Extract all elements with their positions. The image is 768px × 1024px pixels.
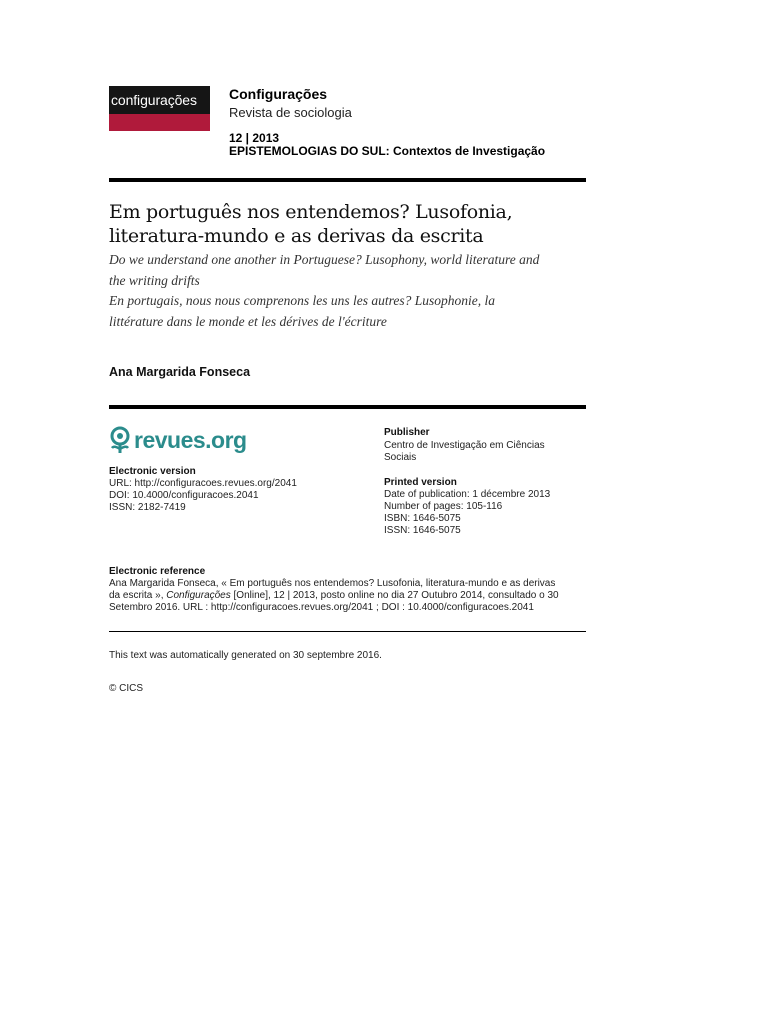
publisher-name-line: Sociais (384, 452, 417, 463)
article-title-line: Em português nos entendemos? Lusofonia, (109, 201, 513, 223)
electronic-url-link[interactable]: URL: http://configuracoes.revues.org/2041 (109, 478, 297, 489)
citation-line: Ana Margarida Fonseca, « Em português nos entendemos? Lusofonia, literatura-mundo e as derivas (109, 578, 556, 589)
electronic-reference-citation (109, 578, 587, 614)
journal-logo-text: configurações (109, 86, 210, 114)
citation-text: da escrita », (109, 590, 167, 601)
citation-journal: Configurações (166, 590, 231, 601)
english-title-line: Do we understand one another in Portuguese? Lusophony, world literature and (109, 252, 540, 267)
article-title (109, 200, 589, 248)
footer-divider (109, 631, 586, 632)
header-divider (109, 178, 586, 182)
journal-subtitle: Revista de sociologia (229, 105, 352, 120)
journal-logo (109, 86, 210, 131)
revues-wordmark: revues.org (134, 426, 247, 453)
publisher-info (384, 440, 584, 464)
printed-version-info (384, 489, 550, 537)
electronic-version-info (109, 478, 297, 514)
revues-flower-icon (109, 426, 131, 454)
printed-issn: ISSN: 1646-5075 (384, 525, 461, 536)
journal-title: Configurações (229, 86, 328, 102)
french-title-line: En portugais, nous nous comprenons les uns les autres? Lusophonie, la (109, 293, 496, 308)
electronic-reference-label: Electronic reference (109, 566, 206, 577)
publisher-name-line: Centro de Investigação em Ciências (384, 440, 545, 451)
printed-isbn: ISBN: 1646-5075 (384, 513, 461, 524)
metadata-divider (109, 405, 586, 409)
copyright-notice: © CICS (109, 683, 144, 694)
article-author: Ana Margarida Fonseca (109, 365, 251, 379)
citation-line: Setembro 2016. URL : http://configuracoes.revues.org/2041 ; DOI : 10.4000/configuracoes.2041 (109, 602, 534, 613)
issue-theme: EPISTEMOLOGIAS DO SUL: Contextos de Investigação (229, 144, 546, 158)
electronic-doi: DOI: 10.4000/configuracoes.2041 (109, 490, 259, 501)
english-title-line: the writing drifts (109, 272, 200, 288)
article-title-line: literatura-mundo e as derivas da escrita (109, 225, 484, 247)
electronic-issn: ISSN: 2182-7419 (109, 502, 186, 513)
page-range: Number of pages: 105-116 (384, 501, 503, 512)
publication-date: Date of publication: 1 décembre 2013 (384, 489, 551, 500)
issue-number: 12 | 2013 (229, 131, 280, 145)
french-title-line: littérature dans le monde et les dérives de l'écriture (109, 313, 387, 329)
citation-text: [Online], 12 | 2013, posto online no dia 27 Outubro 2014, consultado o 30 (230, 590, 559, 601)
publisher-label: Publisher (384, 427, 430, 438)
printed-version-label: Printed version (384, 477, 457, 488)
generation-note: This text was automatically generated on 30 septembre 2016. (109, 650, 382, 661)
english-title (109, 250, 589, 291)
citation-line (109, 590, 587, 602)
electronic-version-label: Electronic version (109, 466, 196, 477)
french-title (109, 291, 589, 332)
revues-logo[interactable] (109, 425, 247, 455)
journal-logo-red-band (109, 114, 210, 131)
